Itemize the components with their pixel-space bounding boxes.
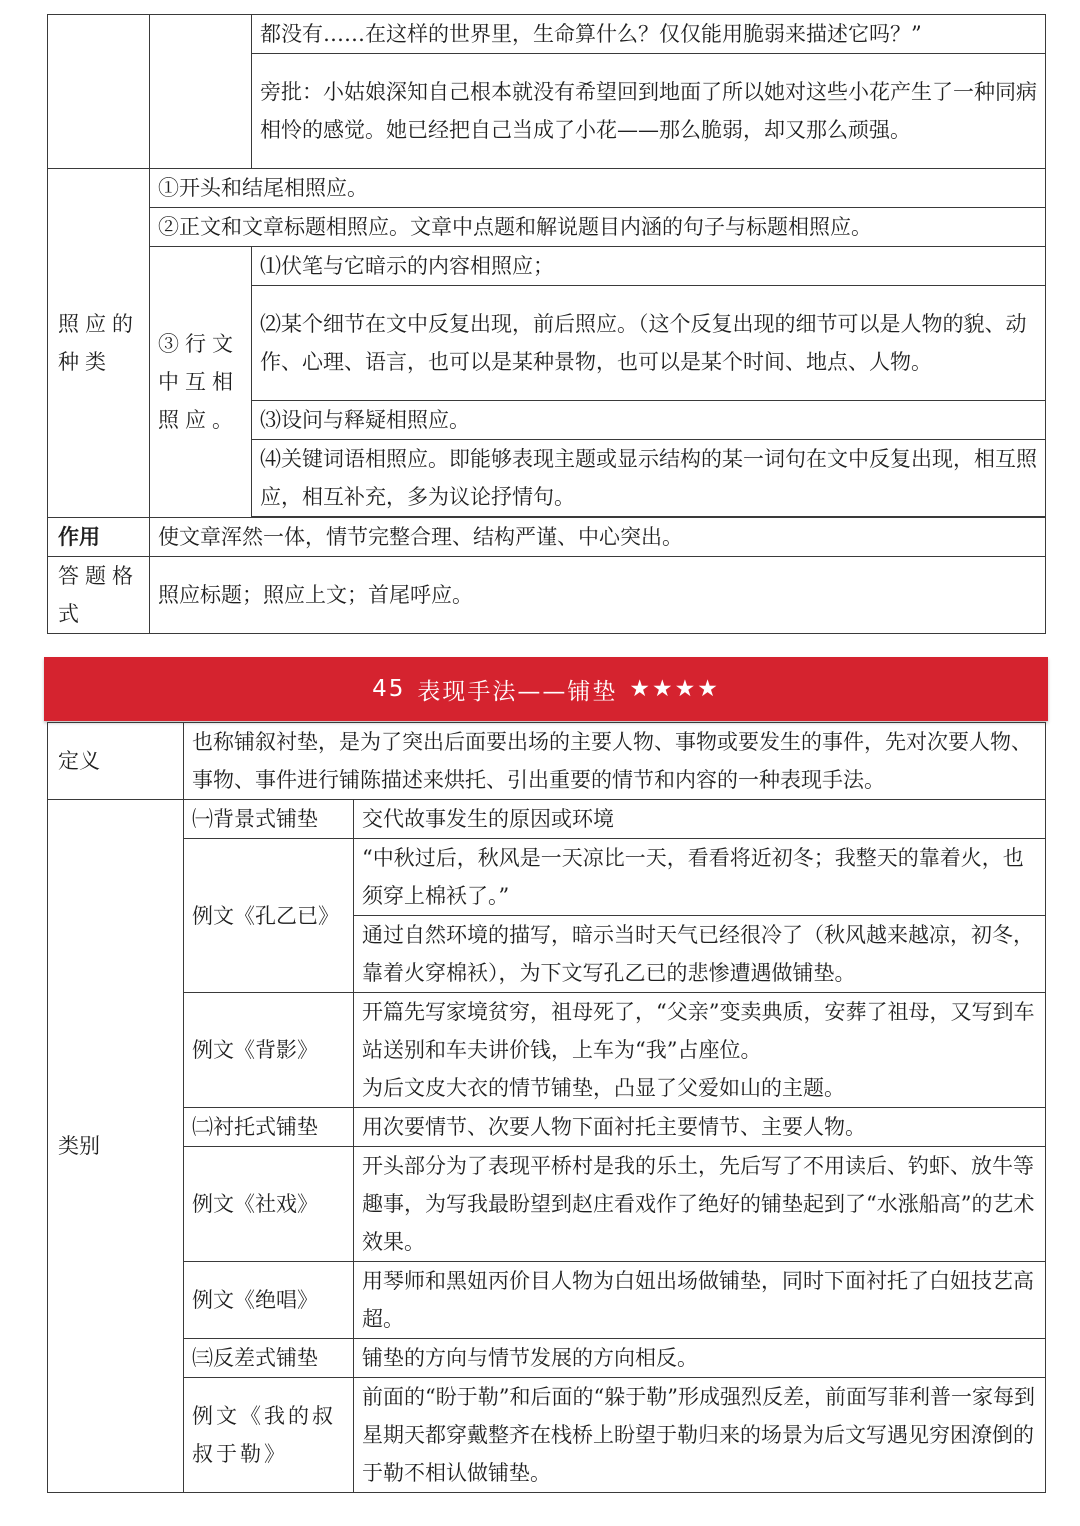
example-analysis-line: 开篇先写家境贫穷，祖母死了，“父亲”变卖典质，安葬了祖母，又写到车站送别和车夫讲价钱，上车为“我”占座位。 — [362, 1000, 1035, 1062]
empty-cell — [48, 15, 150, 169]
example-analysis — [354, 993, 1046, 1108]
format-text: 照应标题；照应上文；首尾呼应。 — [150, 557, 1046, 634]
subtype-text: 交代故事发生的原因或环境 — [354, 800, 1046, 839]
section-title: 表现手法——铺垫 — [417, 678, 618, 705]
example-text: 都没有……在这样的世界里，生命算什么？仅仅能用脆弱来描述它吗？” — [252, 15, 1046, 54]
side-note: 旁批：小姑娘深知自己根本就没有希望回到地面了所以她对这些小花产生了一种同病相怜的感觉。她已经把自己当成了小花——那么脆弱，却又那么顽强。 — [252, 54, 1046, 169]
subtype-text: 铺垫的方向与情节发展的方向相反。 — [354, 1339, 1046, 1378]
example-analysis: 用琴师和黑妞丙价目人物为白妞出场做铺垫，同时下面衬托了白妞技艺高超。 — [354, 1262, 1046, 1339]
subtype-label: ㈠背景式铺垫 — [184, 800, 354, 839]
example-analysis: 开头部分为了表现平桥村是我的乐土，先后写了不用读后、钓虾、放牛等趣事，为写我最盼望到赵庄看戏作了绝好的铺垫起到了“水涨船高”的艺术效果。 — [354, 1147, 1046, 1262]
definition-text: 也称铺叙衬垫，是为了突出后面要出场的主要人物、事物或要发生的事件，先对次要人物、事物、事件进行铺陈描述来烘托、引出重要的情节和内容的一种表现手法。 — [184, 723, 1046, 800]
effect-text: 使文章浑然一体，情节完整合理、结构严谨、中心突出。 — [150, 518, 1046, 557]
example-title: 例文《我的叔叔于勒》 — [184, 1378, 354, 1493]
example-title: 例文《孔乙已》 — [184, 839, 354, 993]
type-item: ①开头和结尾相照应。 — [150, 169, 1046, 208]
mutual-item: ⑵某个细节在文中反复出现，前后照应。（这个反复出现的细节可以是人物的貌、动作、心理、语言，也可以是某种景物，也可以是某个时间、地点、人物。 — [252, 286, 1046, 401]
subtype-text: 用次要情节、次要人物下面衬托主要情节、主要人物。 — [354, 1108, 1046, 1147]
section-banner — [44, 657, 1048, 721]
subtype-label: ㈢反差式铺垫 — [184, 1339, 354, 1378]
empty-cell — [150, 15, 252, 169]
example-title: 例文《绝唱》 — [184, 1262, 354, 1339]
types-label: 照应的种类 — [48, 169, 150, 518]
category-label: 类别 — [48, 800, 184, 1493]
mutual-item: ⑶设问与释疑相照应。 — [252, 401, 1046, 440]
zhaoying-table — [47, 14, 1046, 634]
type-item: ②正文和文章标题相照应。文章中点题和解说题目内涵的句子与标题相照应。 — [150, 208, 1046, 247]
mutual-item: ⑴伏笔与它暗示的内容相照应； — [252, 247, 1046, 286]
subtype-label: ㈡衬托式铺垫 — [184, 1108, 354, 1147]
format-label: 答题格式 — [48, 557, 150, 634]
rating-stars-icon: ★★★★ — [629, 676, 720, 702]
section-number: 45 — [372, 676, 406, 702]
pudian-table — [47, 722, 1046, 1493]
example-analysis: 通过自然环境的描写，暗示当时天气已经很冷了（秋风越来越凉，初冬，靠着火穿棉袄），为下文写孔乙已的悲惨遭遇做铺垫。 — [354, 916, 1046, 993]
effect-label: 作用 — [48, 518, 150, 557]
mutual-item: ⑷关键词语相照应。即能够表现主题或显示结构的某一词句在文中反复出现，相互照应，相互补充，多为议论抒情句。 — [252, 440, 1046, 517]
example-title: 例文《社戏》 — [184, 1147, 354, 1262]
definition-label: 定义 — [48, 723, 184, 800]
example-title: 例文《背影》 — [184, 993, 354, 1108]
example-analysis: 前面的“盼于勒”和后面的“躲于勒”形成强烈反差，前面写菲利普一家每到星期天都穿戴整齐在栈桥上盼望于勒归来的场景为后文写遇见穷困潦倒的于勒不相认做铺垫。 — [354, 1378, 1046, 1493]
mutual-label: ③行文中互相照应。 — [150, 247, 252, 518]
example-quote: “中秋过后，秋风是一天凉比一天，看看将近初冬；我整天的靠着火，也须穿上棉袄了。” — [354, 839, 1046, 916]
example-analysis-line: 为后文皮大衣的情节铺垫，凸显了父爱如山的主题。 — [362, 1076, 845, 1100]
